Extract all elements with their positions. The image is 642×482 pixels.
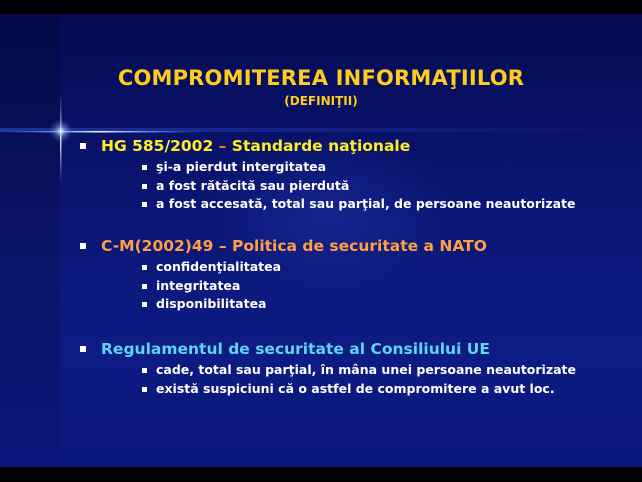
slide-subtitle: (DEFINIŢII)	[284, 94, 358, 108]
section-eu-council	[80, 339, 620, 398]
list-item: cade, total sau parţial, în mâna unei persoane neautorizate	[80, 361, 620, 380]
heading-part-1: HG 585/2002	[101, 137, 214, 155]
list-item: a fost accesată, total sau parţial, de persoane neautorizate	[80, 195, 620, 214]
item-list	[80, 158, 620, 214]
list-item: există suspiciuni că o astfel de compromitere a avut loc.	[80, 380, 620, 399]
square-bullet-icon	[80, 346, 86, 352]
square-bullet-icon	[80, 243, 86, 249]
square-bullet-icon	[80, 143, 86, 149]
item-list	[80, 361, 620, 398]
square-bullet-icon	[142, 184, 147, 189]
square-bullet-icon	[142, 284, 147, 289]
square-bullet-icon	[142, 165, 147, 170]
list-item: disponibilitatea	[80, 295, 620, 314]
square-bullet-icon	[142, 387, 147, 392]
section-heading	[80, 136, 620, 156]
heading-text: C-M(2002)49 – Politica de securitate a NATO	[101, 237, 487, 255]
heading-text: Regulamentul de securitate al Consiliului UE	[101, 340, 490, 358]
section-hg-585	[80, 136, 620, 214]
square-bullet-icon	[142, 202, 147, 207]
square-bullet-icon	[142, 265, 147, 270]
slide-title: COMPROMITEREA INFORMAŢIILOR	[117, 66, 525, 90]
heading-part-2: Standarde naţionale	[231, 137, 411, 155]
section-heading	[80, 236, 620, 256]
heading-separator: –	[213, 137, 232, 155]
list-item: şi-a pierdut intergitatea	[80, 158, 620, 177]
section-heading	[80, 339, 620, 359]
square-bullet-icon	[142, 302, 147, 307]
square-bullet-icon	[142, 368, 147, 373]
list-item: a fost rătăcită sau pierdută	[80, 177, 620, 196]
list-item: confidenţialitatea	[80, 258, 620, 277]
section-nato	[80, 236, 620, 314]
list-item: integritatea	[80, 277, 620, 296]
item-list	[80, 258, 620, 314]
slide	[0, 14, 642, 467]
